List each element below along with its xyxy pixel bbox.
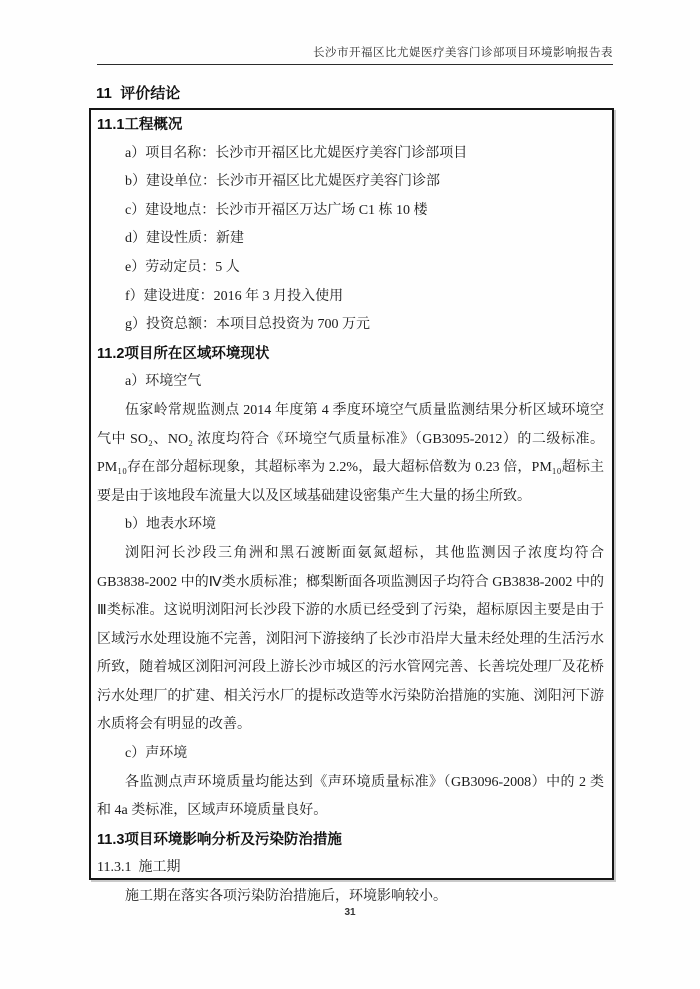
para-construction-period-impact: 施工期在落实各项污染防治措施后，环境影响较小。 bbox=[125, 889, 447, 905]
para-air-quality: 伍家岭常规监测点 2014 年度第 4 季度环境空气质量监测结果分析区域环境空气中 SO₂、NO₂ 浓度均符合《环境空气质量标准》（GB3095-2012）的二级标准。PM₁₀存在部分超标现象，其超标率为 2.2%，最大超标倍数为 0.23 倍，PM₁₀超标主要是由于该地段车流量大以及区域基础建设密集产生大量的扬尘所致。 bbox=[97, 402, 604, 504]
item-acoustic-environment: c）声环境 bbox=[125, 746, 188, 762]
content-table bbox=[89, 108, 614, 905]
para-surface-water: 浏阳河长沙段三角洲和黑石渡断面氨氮超标，其他监测因子浓度均符合 GB3838-2002 中的Ⅳ类水质标准；榔梨断面各项监测因子均符合 GB3838-2002 中的Ⅲ类标准。这说明浏阳河长沙段下游的水质已经受到了污染，超标原因主要是由于区域污水处理设施不完善，浏阳河下游接纳了长沙市沿岸大量未经处理的生活污水所致，随着城区浏阳河河段上游长沙市城区的污水管网完善、长善垸处理厂及花桥污水处理厂的扩建、相关污水厂的提标改造等水污染防治措施的实施、浏阳河下游水质将会有明显的改善。 bbox=[97, 545, 604, 733]
item-construction-nature: d）建设性质：新建 bbox=[125, 231, 244, 247]
item-total-investment: g）投资总额：本项目总投资为 700 万元 bbox=[125, 317, 370, 333]
chapter-title: 11 评价结论 bbox=[96, 85, 181, 102]
item-construction-unit: b）建设单位：长沙市开福区比尤媞医疗美容门诊部 bbox=[125, 174, 440, 190]
item-surface-water: b）地表水环境 bbox=[125, 517, 216, 533]
page-number: 31 bbox=[344, 907, 356, 918]
item-construction-site: c）建设地点：长沙市开福区万达广场 C1 栋 10 楼 bbox=[125, 202, 428, 218]
item-ambient-air: a）环境空气 bbox=[125, 374, 202, 390]
item-project-name: a）项目名称：长沙市开福区比尤媞医疗美容门诊部项目 bbox=[125, 145, 468, 161]
running-header: 长沙市开福区比尤媞医疗美容门诊部项目环境影响报告表 bbox=[97, 44, 613, 65]
heading-regional-environment: 11.2项目所在区域环境现状 bbox=[97, 345, 270, 362]
heading-project-overview: 11.1工程概况 bbox=[97, 117, 183, 133]
item-staffing: e）劳动定员：5 人 bbox=[125, 259, 240, 275]
heading-impact-analysis: 11.3项目环境影响分析及污染防治措施 bbox=[97, 831, 342, 848]
para-acoustic-quality: 各监测点声环境质量均能达到《声环境质量标准》（GB3096-2008）中的 2 类和 4a 类标准，区域声环境质量良好。 bbox=[97, 774, 604, 819]
subheading-construction-period: 11.3.1 施工期 bbox=[97, 860, 181, 876]
item-construction-schedule: f）建设进度：2016 年 3 月投入使用 bbox=[125, 288, 344, 304]
